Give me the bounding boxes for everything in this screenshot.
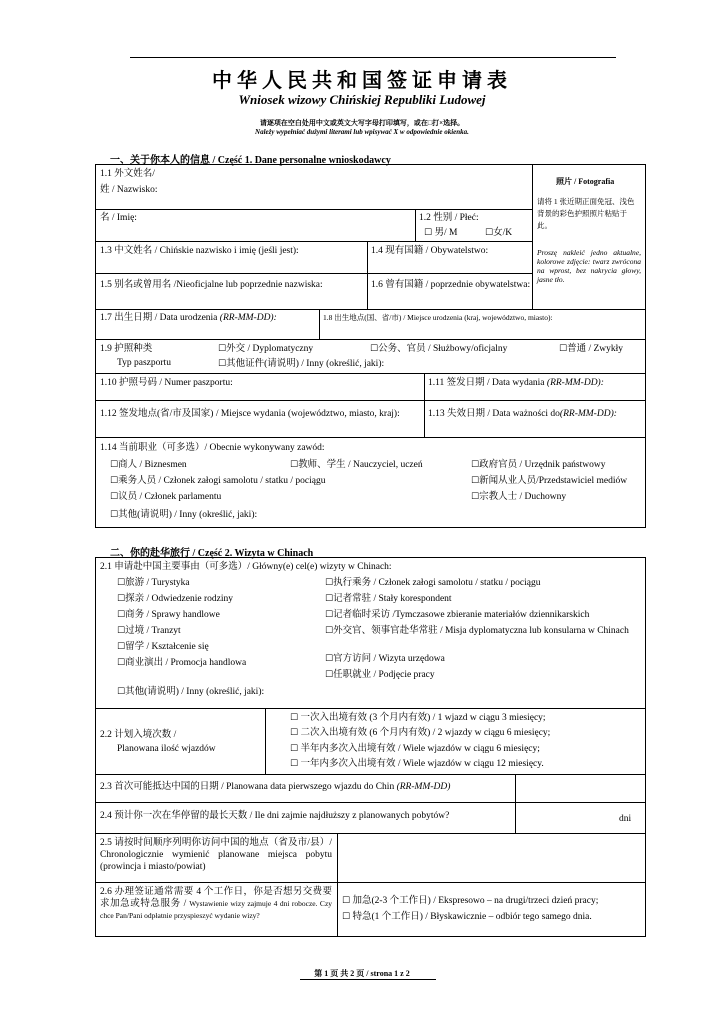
urgent-service-text-cn: 2.6 办理签证通常需要 4 个工作日，你是否想另交费要求加急或特急服务 / [100, 887, 332, 909]
issue-date-text: 1.11 签发日期 / Data wydania [428, 378, 547, 388]
col-divider [367, 241, 368, 309]
row-divider [95, 241, 532, 242]
option-label: 公务、官员 / Służbowy/oficjalny [378, 344, 508, 354]
checkbox-icon[interactable]: ☐ [325, 670, 334, 680]
entries-option[interactable] [290, 712, 546, 724]
expiry-date-label [428, 408, 617, 420]
checkbox-icon[interactable]: ☐ [117, 687, 126, 697]
passport-type-label-pl: Typ paszportu [117, 358, 171, 368]
express-option[interactable] [342, 895, 598, 907]
purpose-option[interactable] [117, 657, 246, 669]
urgent-service-text-pl: Wystawienie wizy zajmuje 4 dni robocze. Czy chce Pan/Pani odpłatnie przyspieszyć wydanie wizy? [100, 899, 333, 920]
sex-male-option[interactable] [424, 227, 457, 239]
checkbox-icon[interactable]: ☐ [485, 228, 494, 238]
col-divider [337, 833, 338, 937]
birth-place-label: 1.8 出生地点(国、省/市) / Miejsce urodzenia (kraj, województwo, miasto): [323, 313, 553, 322]
instruction-chinese: 请逐项在空白处用中文或英文大写字母打印填写，或在□打×选择。 [259, 119, 465, 127]
first-entry-format: (RR-MM-DD) [396, 782, 451, 792]
checkbox-icon[interactable]: ☐ [471, 476, 480, 486]
checkbox-icon[interactable]: ☐ [342, 896, 351, 906]
passport-other-option[interactable] [218, 358, 384, 370]
occupation-option[interactable] [471, 491, 566, 503]
option-label: 加急(2-3 个工作日) / Ekspresowo – na drugi/trzeci dzień pracy; [352, 896, 599, 906]
row-divider [95, 273, 532, 274]
birth-date-format: (RR-MM-DD): [219, 313, 277, 323]
checkbox-icon[interactable]: ☐ [117, 578, 126, 588]
option-label: 外交 / Dyplomatyczny [226, 344, 314, 354]
surname-label: 姓 / Nazwisko: [100, 185, 158, 195]
checkbox-icon[interactable]: ☐ [471, 492, 480, 502]
occupation-option[interactable] [471, 459, 605, 471]
option-label: 其他(请说明) / Inny (określić, jaki): [118, 510, 258, 520]
purpose-option[interactable] [325, 625, 643, 637]
given-name-label: 名 / Imię: [100, 213, 137, 223]
photo-instruction-chinese: 请将 1 张近期正面免冠、浅色背景的彩色护照照片粘贴于此。 [537, 197, 635, 230]
section-2-heading: 二、你的赴华旅行 / Część 2. Wizyta w Chinach [110, 548, 314, 559]
photo-title: 照片 / Fotografia [556, 177, 615, 186]
occupation-option[interactable] [290, 459, 423, 471]
col-divider [515, 774, 516, 833]
purpose-option[interactable] [325, 669, 435, 681]
option-label: 乘务人员 / Członek załogi samolotu / statku / pociągu [118, 476, 326, 486]
purpose-other-option[interactable] [117, 686, 264, 698]
occupation-option[interactable] [110, 459, 187, 471]
row-divider [95, 882, 646, 883]
checkbox-icon[interactable]: ☐ [218, 344, 227, 354]
checkbox-icon[interactable]: ☐ [218, 359, 227, 369]
checkbox-icon[interactable]: ☐ [117, 658, 126, 668]
row-divider [95, 833, 646, 834]
same-day-option[interactable] [342, 911, 592, 923]
page-footer: 第 1 页 共 2 页 / strona 1 z 2 [314, 969, 410, 978]
option-label: 记者常驻 / Stały korespondent [333, 594, 452, 604]
checkbox-icon[interactable]: ☐ [110, 492, 119, 502]
occupation-option[interactable] [110, 491, 221, 503]
issue-date-format: (RR-MM-DD): [546, 378, 604, 388]
passport-type-label: 1.9 护照种类 [100, 344, 153, 354]
row-divider [95, 802, 646, 803]
option-label: 宗教人士 / Duchowny [479, 492, 567, 502]
photo-divider [532, 164, 533, 309]
col-divider [424, 373, 425, 437]
instruction-polish: Należy wypełniać dużymi literami lub wpisywać X w odpowiednie okienka. [255, 128, 469, 136]
option-label: 留学 / Kształcenie się [125, 642, 209, 652]
purpose-option[interactable] [117, 577, 190, 589]
checkbox-icon[interactable]: ☐ [290, 744, 299, 754]
option-label: 任职就业 / Podjęcie pracy [333, 670, 435, 680]
top-rule [130, 57, 616, 58]
title-chinese: 中华人民共和国签证申请表 [212, 70, 512, 92]
option-label: 教师、学生 / Nauczyciel, uczeń [298, 460, 423, 470]
chinese-name-label: 1.3 中文姓名 / Chińskie nazwisko i imię (jeśli jest): [100, 246, 299, 256]
first-entry-text: 2.3 首次可能抵达中国的日期 / Planowana data pierwszego wjazdu do Chin [100, 782, 397, 792]
checkbox-icon[interactable]: ☐ [370, 344, 379, 354]
footer-rule [300, 979, 436, 980]
expiry-date-text: 1.13 失效日期 / Data ważności do [428, 409, 560, 419]
first-entry-date-label [100, 781, 450, 793]
checkbox-icon[interactable]: ☐ [342, 912, 351, 922]
option-label: 过境 / Tranzyt [125, 626, 181, 636]
checkbox-icon[interactable]: ☐ [325, 610, 334, 620]
checkbox-icon[interactable]: ☐ [117, 626, 126, 636]
checkbox-icon[interactable]: ☐ [117, 610, 126, 620]
checkbox-icon[interactable]: ☐ [290, 713, 299, 723]
checkbox-icon[interactable]: ☐ [290, 460, 299, 470]
passport-ordinary-option[interactable] [559, 343, 623, 355]
section-1-heading: 一、关于你本人的信息 / Część 1. Dane personalne wnioskodawcy [110, 155, 391, 166]
purpose-option[interactable] [325, 609, 589, 621]
occupation-option[interactable] [110, 509, 257, 521]
checkbox-icon[interactable]: ☐ [325, 594, 334, 604]
stay-length-label: 2.4 预计你一次在华停留的最长天数 / Ile dni zajmie najdłuższy z planowanych pobytów? [100, 811, 450, 821]
urgent-service-label [100, 886, 332, 922]
option-label: 特急(1 个工作日) / Błyskawicznie – odbiór tego samego dnia. [352, 912, 592, 922]
checkbox-icon[interactable]: ☐ [325, 654, 334, 664]
sex-female-option[interactable] [485, 227, 512, 239]
row-divider [95, 309, 646, 310]
checkbox-icon[interactable]: ☐ [110, 510, 119, 520]
col-divider [415, 209, 416, 241]
option-label: 商人 / Biznesmen [118, 460, 187, 470]
photo-instruction-polish: Proszę nakleić jedno aktualne, kolorowe zdjęcie: twarz zwrócona na wprost, bez nakrycia głowy, jasne tło. [537, 248, 641, 284]
option-label: 新闻从业人员/Przedstawiciel mediów [479, 476, 628, 486]
purpose-option[interactable] [117, 593, 233, 605]
birth-date-label [100, 312, 277, 324]
option-label: 商业演出 / Promocja handlowa [125, 658, 247, 668]
purpose-option[interactable] [325, 653, 445, 665]
option-label: 其他证件(请说明) / Inny (określić, jaki): [226, 359, 385, 369]
visit-purpose-label: 2.1 申请赴中国主要事由（可多选）/ Główny(e) cel(e) wizyty w Chinach: [100, 562, 392, 572]
option-label: 记者临时采访 /Tymczasowe zbieranie materiałów dziennikarskich [333, 610, 590, 620]
passport-diplomatic-option[interactable] [218, 343, 313, 355]
field-1-1-label: 1.1 外文姓名/ [100, 169, 155, 179]
checkbox-icon[interactable]: ☐ [290, 759, 299, 769]
checkbox-icon[interactable]: ☐ [110, 460, 119, 470]
nationality-label: 1.4 现有国籍 / Obywatelstwo: [371, 246, 489, 256]
row-divider [95, 708, 646, 709]
option-label: 半年内多次入出境有效 / Wiele wjazdów w ciągu 6 miesięcy; [300, 744, 540, 754]
row-divider [95, 373, 646, 374]
option-label: 一年内多次入出境有效 / Wiele wjazdów w ciągu 12 miesięcy. [300, 759, 544, 769]
issue-date-label [428, 377, 604, 389]
entries-label: 2.2 计划入境次数 / [100, 730, 177, 740]
row-divider [95, 400, 646, 401]
purpose-option[interactable] [325, 593, 452, 605]
passport-number-label: 1.10 护照号码 / Numer paszportu: [100, 378, 233, 388]
option-label: 政府官员 / Urzędnik państwowy [479, 460, 606, 470]
entries-option[interactable] [290, 743, 540, 755]
entries-label-pl: Planowana ilość wjazdów [117, 744, 216, 754]
purpose-option[interactable] [117, 625, 181, 637]
checkbox-icon[interactable]: ☐ [117, 594, 126, 604]
itinerary-label: 2.5 请按时间顺序列明你访问中国的地点（省及市/县）/ Chronologicznie wymienić planowane miejsca pobytu (prowincja i miasto/powiat) [100, 838, 332, 872]
checkbox-icon[interactable]: ☐ [325, 626, 334, 636]
option-label: 议员 / Członek parlamentu [118, 492, 222, 502]
checkbox-icon[interactable]: ☐ [471, 460, 480, 470]
sex-male-label: 男/ M [434, 228, 458, 238]
occupation-option[interactable] [110, 475, 325, 487]
checkbox-icon[interactable]: ☐ [110, 476, 119, 486]
purpose-option[interactable] [117, 609, 220, 621]
option-label: 探亲 / Odwiedzenie rodziny [125, 594, 233, 604]
checkbox-icon[interactable]: ☐ [117, 642, 126, 652]
purpose-option[interactable] [117, 641, 209, 653]
occupation-option[interactable] [471, 475, 627, 487]
row-divider [95, 437, 646, 438]
passport-service-option[interactable] [370, 343, 507, 355]
option-label: 旅游 / Turystyka [125, 578, 190, 588]
birth-date-text: 1.7 出生日期 / Data urodzenia [100, 313, 220, 323]
sex-female-label: 女/K [493, 228, 513, 238]
row-divider [95, 209, 532, 210]
entries-option[interactable] [290, 727, 550, 739]
checkbox-icon[interactable]: ☐ [559, 344, 568, 354]
entries-option[interactable] [290, 758, 544, 770]
alias-label: 1.5 别名或曾用名 /Nieoficjalne lub poprzednie nazwiska: [100, 280, 323, 290]
checkbox-icon[interactable]: ☐ [290, 728, 299, 738]
checkbox-icon[interactable]: ☐ [424, 228, 433, 238]
expiry-date-format: (RR-MM-DD): [559, 409, 617, 419]
option-label: 其他(请说明) / Inny (określić, jaki): [125, 687, 265, 697]
option-label: 执行乘务 / Członek załogi samolotu / statku / pociągu [333, 578, 541, 588]
option-label: 一次入出境有效 (3 个月内有效) / 1 wjazd w ciągu 3 miesięcy; [300, 713, 546, 723]
col-divider [319, 309, 320, 339]
option-label: 外交官、领事官赴华常驻 / Misja dyplomatyczna lub konsularna w Chinach [333, 626, 629, 636]
sex-label: 1.2 性别 / Płeć: [419, 213, 479, 223]
option-label: 官方访问 / Wizyta urzędowa [333, 654, 445, 664]
purpose-option[interactable] [325, 577, 540, 589]
option-label: 商务 / Sprawy handlowe [125, 610, 220, 620]
issue-place-label: 1.12 签发地点(省/市及国家) / Miejsce wydania (województwo, miasto, kraj): [100, 409, 400, 419]
stay-length-unit: dni [619, 814, 632, 824]
option-label: 二次入出境有效 (6 个月内有效) / 2 wjazdy w ciągu 6 miesięcy; [300, 728, 551, 738]
col-divider [265, 708, 266, 774]
row-divider [95, 774, 646, 775]
row-divider [95, 339, 646, 340]
occupation-label: 1.14 当前职业（可多选）/ Obecnie wykonywany zawód: [100, 443, 325, 453]
title-polish: Wniosek wizowy Chińskiej Republiki Ludowej [238, 92, 486, 107]
option-label: 普通 / Zwykły [567, 344, 624, 354]
former-nationality-label: 1.6 曾有国籍 / poprzednie obywatelstwa: [371, 280, 531, 290]
checkbox-icon[interactable]: ☐ [325, 578, 334, 588]
